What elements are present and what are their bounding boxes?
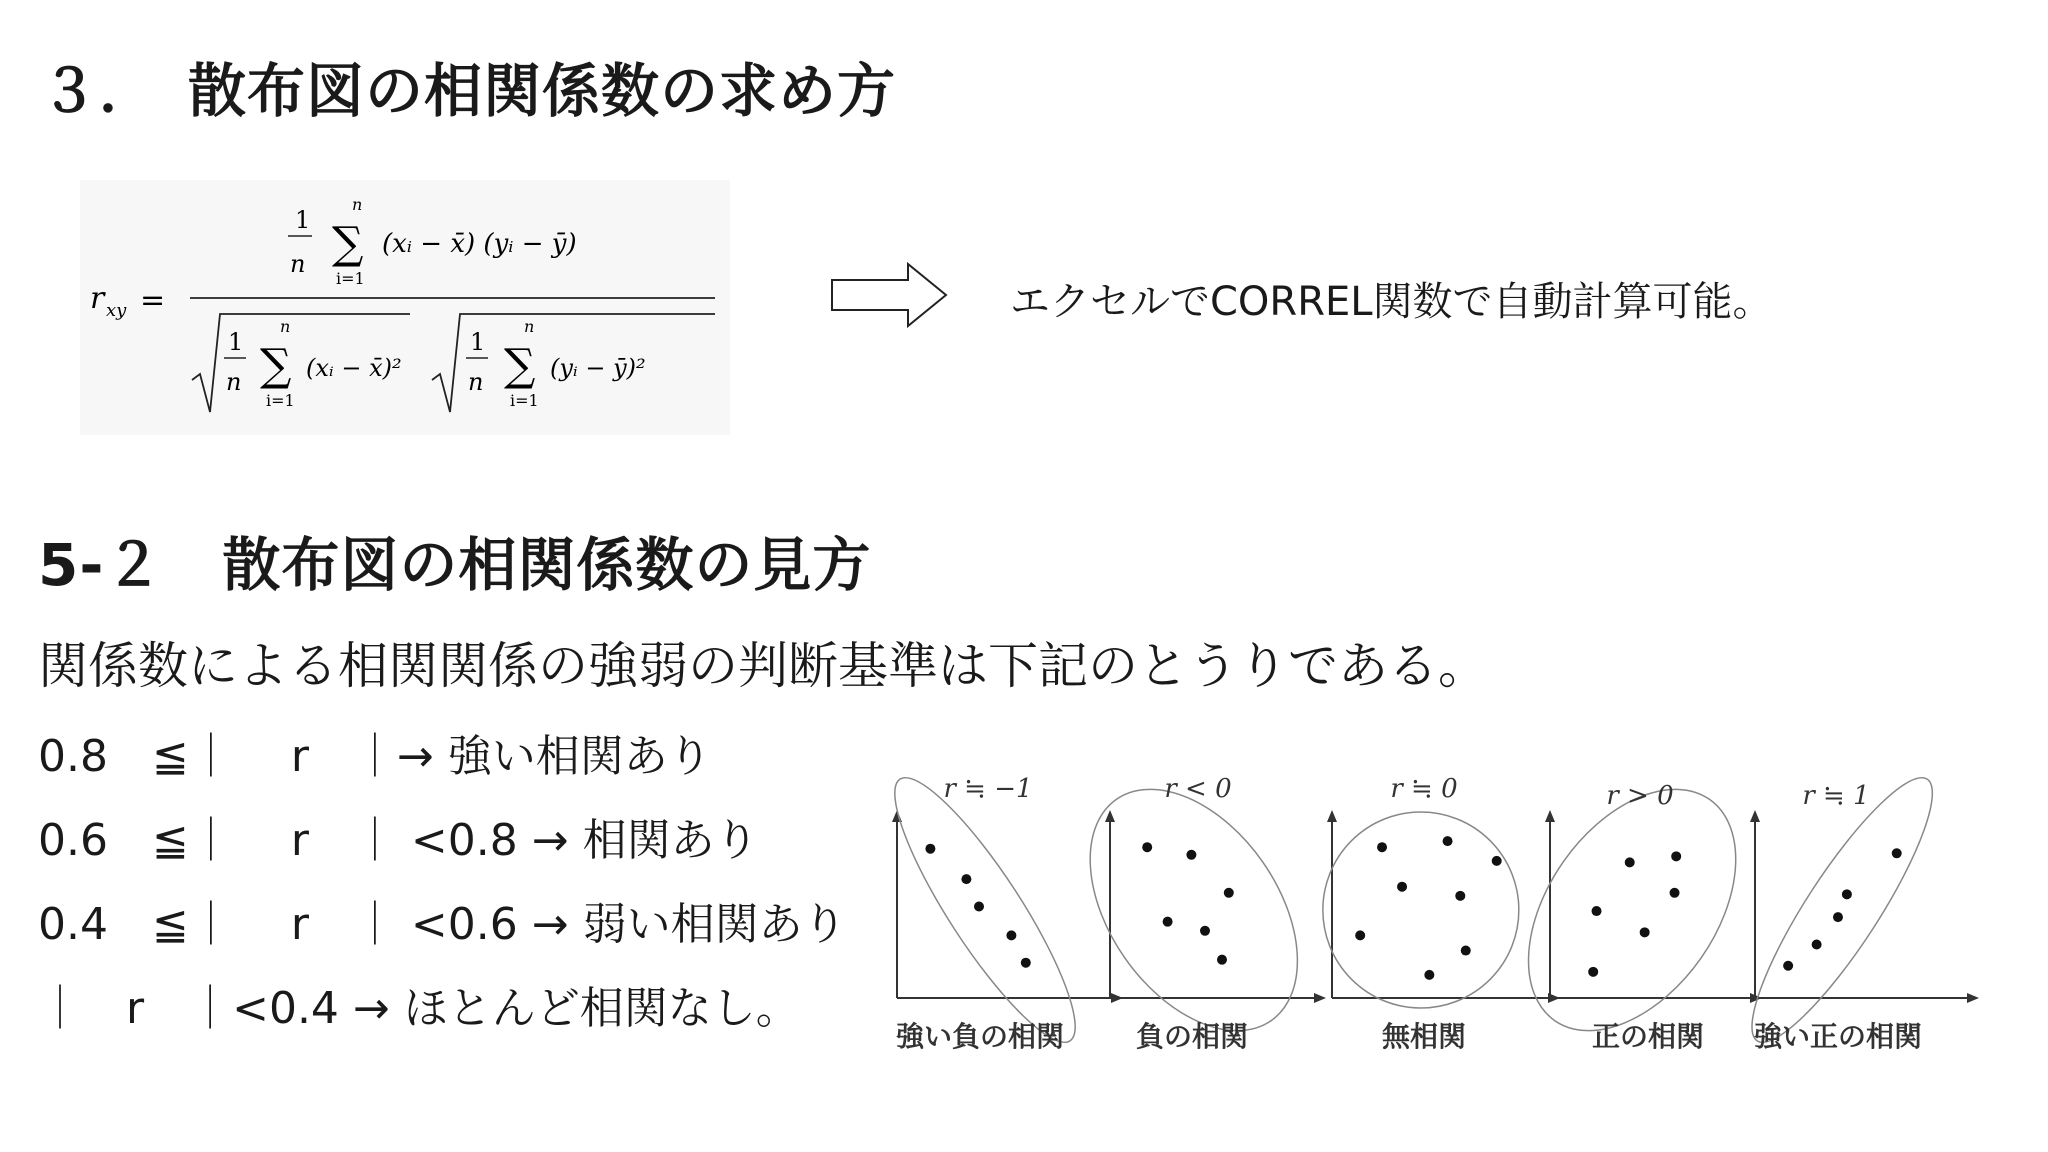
data-point — [974, 901, 984, 911]
data-point — [1021, 958, 1031, 968]
svg-text:n: n — [524, 317, 535, 336]
right-arrow-icon — [830, 262, 950, 328]
svg-text:n: n — [226, 368, 242, 396]
data-point — [1455, 891, 1465, 901]
y-axis-arrow-icon — [1750, 810, 1760, 822]
data-point — [1640, 927, 1650, 937]
formula-num-frac-top: 1 — [295, 206, 311, 234]
data-spread-ellipse — [1323, 812, 1519, 1008]
data-point — [1186, 850, 1196, 860]
scatter-panel-3 — [1323, 774, 1560, 1053]
panel-symbol: r ≒ 0 — [1390, 774, 1458, 804]
criterion-moderate: 0.6 ≦｜ r ｜ <0.8 → 相関あり — [38, 815, 759, 866]
formula-denominator-x: (xᵢ − x̄)² — [306, 354, 402, 382]
data-point — [1200, 926, 1210, 936]
data-point — [1397, 882, 1407, 892]
panel-label: 正の相関 — [1591, 1020, 1705, 1053]
scatter-panel-4 — [1486, 751, 1778, 1069]
data-point — [961, 874, 971, 884]
data-point — [1492, 856, 1502, 866]
data-point — [1443, 836, 1453, 846]
data-point — [1461, 946, 1471, 956]
criterion-strong: 0.8 ≦｜ r ｜→ 強い相関あり — [38, 731, 712, 782]
data-point — [1671, 851, 1681, 861]
data-point — [1588, 967, 1598, 977]
formula-num-sum-upper: n — [352, 195, 363, 214]
panel-symbol: r < 0 — [1164, 774, 1232, 804]
data-point — [1892, 848, 1902, 858]
data-point — [925, 844, 935, 854]
data-spread-ellipse — [1727, 760, 1957, 1061]
svg-text:1: 1 — [228, 328, 244, 356]
data-point — [1833, 912, 1843, 922]
svg-text:1: 1 — [470, 328, 486, 356]
svg-text:=: = — [140, 283, 166, 318]
correlation-formula — [80, 180, 730, 435]
panel-label: 負の相関 — [1135, 1020, 1249, 1053]
panel-label: 強い負の相関 — [895, 1020, 1065, 1053]
scatter-panel-2 — [1048, 751, 1340, 1069]
svg-text:∑: ∑ — [260, 340, 292, 391]
data-point — [1625, 857, 1635, 867]
svg-text:n: n — [280, 317, 291, 336]
formula-lhs-subscript: xy — [106, 300, 127, 321]
svg-text:∑: ∑ — [504, 340, 536, 391]
data-point — [1217, 955, 1227, 965]
section-2-title: 5-２ 散布図の相関係数の見方 — [38, 531, 872, 599]
criterion-weak: 0.4 ≦｜ r ｜ <0.6 → 弱い相関あり — [38, 899, 847, 950]
panel-symbol: r ≒ 1 — [1802, 781, 1870, 811]
data-point — [1142, 842, 1152, 852]
data-point — [1224, 888, 1234, 898]
formula-lhs: r — [90, 281, 105, 316]
section-2-intro: 関係数による相関関係の強弱の判断基準は下記のとうりである。 — [38, 637, 1488, 695]
panel-symbol: r ≒ −1 — [943, 774, 1033, 804]
panel-symbol: r > 0 — [1606, 781, 1674, 811]
excel-note: エクセルでCORREL関数で自動計算可能。 — [1010, 279, 1773, 325]
scatter-panel-1 — [870, 760, 1123, 1061]
data-spread-ellipse — [870, 760, 1100, 1061]
data-point — [1355, 930, 1365, 940]
panel-label: 無相関 — [1381, 1020, 1467, 1053]
section-1-title: ３． 散布図の相関係数の求め方 — [40, 57, 897, 125]
data-point — [1670, 888, 1680, 898]
y-axis-arrow-icon — [892, 810, 902, 822]
scatter-panel-5 — [1727, 760, 1979, 1061]
data-point — [1006, 930, 1016, 940]
formula-num-sum-lower: i=1 — [336, 269, 365, 288]
x-axis-arrow-icon — [1967, 993, 1979, 1003]
y-axis-arrow-icon — [1327, 810, 1337, 822]
formula-denominator-y: (yᵢ − ȳ)² — [550, 354, 646, 382]
panel-label: 強い正の相関 — [1753, 1020, 1923, 1053]
data-point — [1424, 970, 1434, 980]
data-point — [1163, 917, 1173, 927]
x-axis-arrow-icon — [1314, 993, 1326, 1003]
y-axis-arrow-icon — [1545, 810, 1555, 822]
x-axis-arrow-icon — [1750, 993, 1762, 1003]
data-point — [1592, 906, 1602, 916]
criterion-none: ｜ r ｜<0.4 → ほとんど相関なし。 — [38, 983, 800, 1034]
data-point — [1783, 961, 1793, 971]
data-spread-ellipse — [1486, 751, 1778, 1069]
data-spread-ellipse — [1048, 751, 1340, 1069]
formula-num-frac-bottom: n — [290, 250, 306, 278]
x-axis-arrow-icon — [1548, 993, 1560, 1003]
data-point — [1812, 939, 1822, 949]
y-axis-arrow-icon — [1105, 810, 1115, 822]
x-axis-arrow-icon — [1111, 993, 1123, 1003]
svg-text:n: n — [468, 368, 484, 396]
svg-text:i=1: i=1 — [510, 391, 539, 410]
data-point — [1377, 842, 1387, 852]
svg-text:i=1: i=1 — [266, 391, 295, 410]
formula-numerator-term: (xᵢ − x̄) (yᵢ − ȳ) — [382, 229, 577, 259]
data-point — [1842, 889, 1852, 899]
formula-sum-symbol: ∑ — [332, 218, 364, 269]
